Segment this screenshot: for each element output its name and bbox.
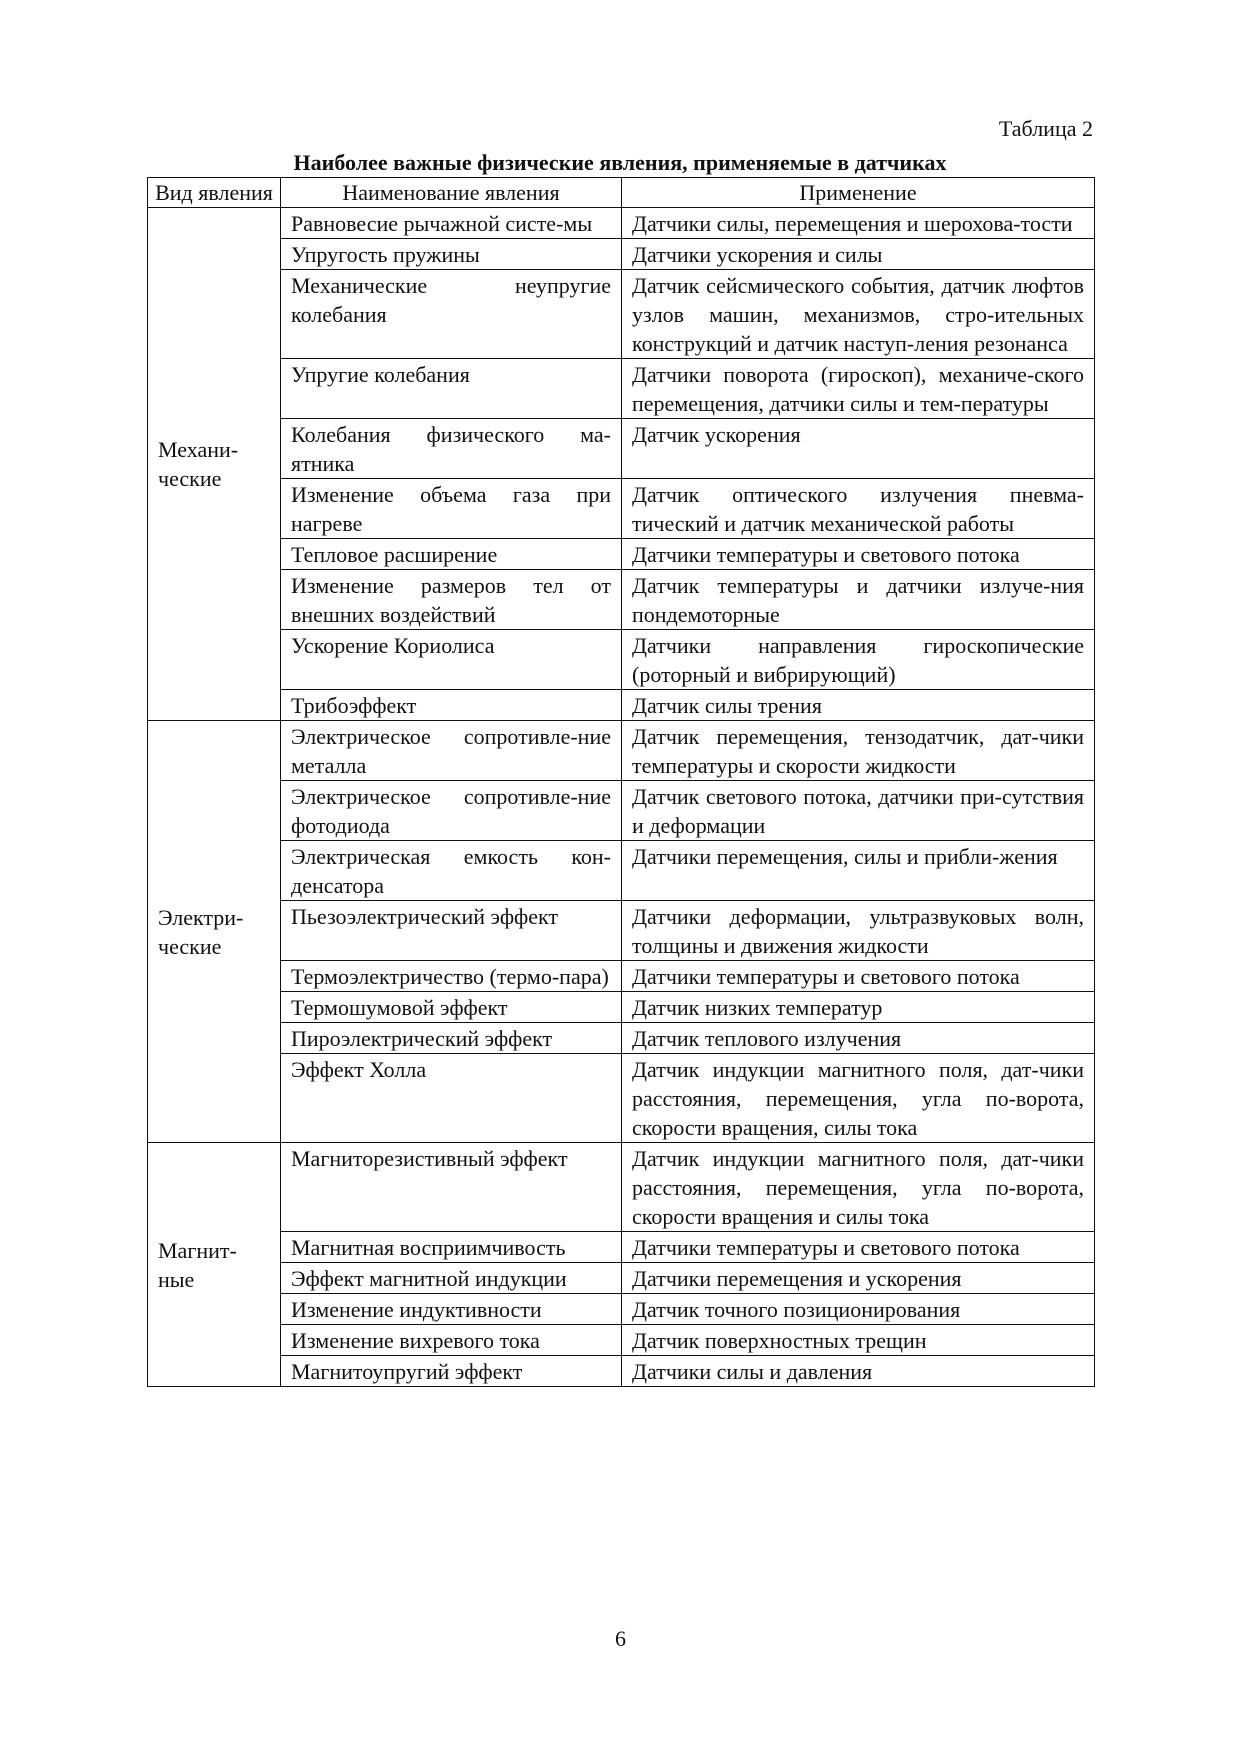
phenomenon-name-cell: Электрическое сопротивле-ние фотодиода: [281, 781, 622, 841]
category-cell: Магнит-ные: [148, 1143, 281, 1387]
application-cell: Датчик перемещения, тензодатчик, дат-чики температуры и скорости жидкости: [622, 721, 1095, 781]
phenomenon-name-cell: Эффект магнитной индукции: [281, 1263, 622, 1294]
table-row: [148, 1054, 1095, 1143]
table-row: [148, 690, 1095, 721]
category-cell: Механи-ческие: [148, 208, 281, 721]
phenomenon-name-cell: Магнитная восприимчивость: [281, 1232, 622, 1263]
phenomenon-name-cell: Изменение размеров тел от внешних воздействий: [281, 570, 622, 630]
phenomenon-name-cell: Упругие колебания: [281, 359, 622, 419]
application-cell: Датчики температуры и светового потока: [622, 1232, 1095, 1263]
category-cell: Электри-ческие: [148, 721, 281, 1143]
application-cell: Датчики силы и давления: [622, 1356, 1095, 1387]
phenomenon-name-cell: Ускорение Кориолиса: [281, 630, 622, 690]
table-row: [148, 961, 1095, 992]
application-cell: Датчик низких температур: [622, 992, 1095, 1023]
table-row: [148, 1263, 1095, 1294]
table-row: [148, 1294, 1095, 1325]
phenomenon-name-cell: Магниторезистивный эффект: [281, 1143, 622, 1232]
header-name: Наименование явления: [281, 178, 622, 208]
table-body: [148, 208, 1095, 1387]
phenomenon-name-cell: Изменение индуктивности: [281, 1294, 622, 1325]
phenomenon-name-cell: Упругость пружины: [281, 239, 622, 270]
phenomenon-name-cell: Эффект Холла: [281, 1054, 622, 1143]
application-cell: Датчик ускорения: [622, 419, 1095, 479]
application-cell: Датчики направления гироскопические (роторный и вибрирующий): [622, 630, 1095, 690]
table-row: [148, 1356, 1095, 1387]
application-cell: Датчик теплового излучения: [622, 1023, 1095, 1054]
application-cell: Датчик поверхностных трещин: [622, 1325, 1095, 1356]
table-row: [148, 208, 1095, 239]
application-cell: Датчики поворота (гироскоп), механиче-ского перемещения, датчики силы и тем-пературы: [622, 359, 1095, 419]
table-row: [148, 570, 1095, 630]
phenomenon-name-cell: Пьезоэлектрический эффект: [281, 901, 622, 961]
physical-phenomena-table: [147, 177, 1095, 1387]
table-row: [148, 1023, 1095, 1054]
table-row: [148, 479, 1095, 539]
table-row: [148, 359, 1095, 419]
table-title: Наиболее важные физические явления, применяемые в датчиках: [293, 150, 947, 175]
application-cell: Датчик силы трения: [622, 690, 1095, 721]
phenomenon-name-cell: Тепловое расширение: [281, 539, 622, 570]
application-cell: Датчики деформации, ультразвуковых волн, толщины и движения жидкости: [622, 901, 1095, 961]
table-row: [148, 1232, 1095, 1263]
application-cell: Датчики силы, перемещения и шерохова-тости: [622, 208, 1095, 239]
application-cell: Датчик индукции магнитного поля, дат-чики расстояния, перемещения, угла по-ворота, скорости вращения и силы тока: [622, 1143, 1095, 1232]
phenomenon-name-cell: Термоэлектричество (термо-пара): [281, 961, 622, 992]
application-cell: Датчик точного позиционирования: [622, 1294, 1095, 1325]
table-row: [148, 419, 1095, 479]
phenomenon-name-cell: Механические неупругие колебания: [281, 270, 622, 359]
phenomenon-name-cell: Электрическое сопротивле-ние металла: [281, 721, 622, 781]
table-row: [148, 270, 1095, 359]
application-cell: Датчики перемещения, силы и прибли-жения: [622, 841, 1095, 901]
phenomenon-name-cell: Магнитоупругий эффект: [281, 1356, 622, 1387]
table-header-row: [148, 178, 1095, 208]
phenomenon-name-cell: Пироэлектрический эффект: [281, 1023, 622, 1054]
phenomenon-name-cell: Равновесие рычажной систе-мы: [281, 208, 622, 239]
phenomenon-name-cell: Трибоэффект: [281, 690, 622, 721]
page-number: 6: [615, 1626, 626, 1651]
application-cell: Датчики перемещения и ускорения: [622, 1263, 1095, 1294]
table-row: [148, 239, 1095, 270]
application-cell: Датчик светового потока, датчики при-сутствия и деформации: [622, 781, 1095, 841]
table-row: [148, 901, 1095, 961]
application-cell: Датчик сейсмического события, датчик люфтов узлов машин, механизмов, стро-ительных конструкций и датчик наступ-ления резонанса: [622, 270, 1095, 359]
table-row: [148, 1143, 1095, 1232]
phenomenon-name-cell: Термошумовой эффект: [281, 992, 622, 1023]
table-label: Таблица 2: [998, 116, 1093, 141]
header-application: Применение: [622, 178, 1095, 208]
application-cell: Датчик температуры и датчики излуче-ния пондемоторные: [622, 570, 1095, 630]
table-row: [148, 1325, 1095, 1356]
table-row: [148, 721, 1095, 781]
header-type: Вид явления: [148, 178, 281, 208]
application-cell: Датчики ускорения и силы: [622, 239, 1095, 270]
application-cell: Датчик индукции магнитного поля, дат-чики расстояния, перемещения, угла по-ворота, скорости вращения, силы тока: [622, 1054, 1095, 1143]
phenomenon-name-cell: Изменение объема газа при нагреве: [281, 479, 622, 539]
table-row: [148, 992, 1095, 1023]
phenomenon-name-cell: Электрическая емкость кон-денсатора: [281, 841, 622, 901]
application-cell: Датчик оптического излучения пневма-тический и датчик механической работы: [622, 479, 1095, 539]
table-row: [148, 781, 1095, 841]
table-row: [148, 841, 1095, 901]
table-row: [148, 630, 1095, 690]
table-row: [148, 539, 1095, 570]
phenomenon-name-cell: Изменение вихревого тока: [281, 1325, 622, 1356]
phenomenon-name-cell: Колебания физического ма-ятника: [281, 419, 622, 479]
application-cell: Датчики температуры и светового потока: [622, 539, 1095, 570]
application-cell: Датчики температуры и светового потока: [622, 961, 1095, 992]
